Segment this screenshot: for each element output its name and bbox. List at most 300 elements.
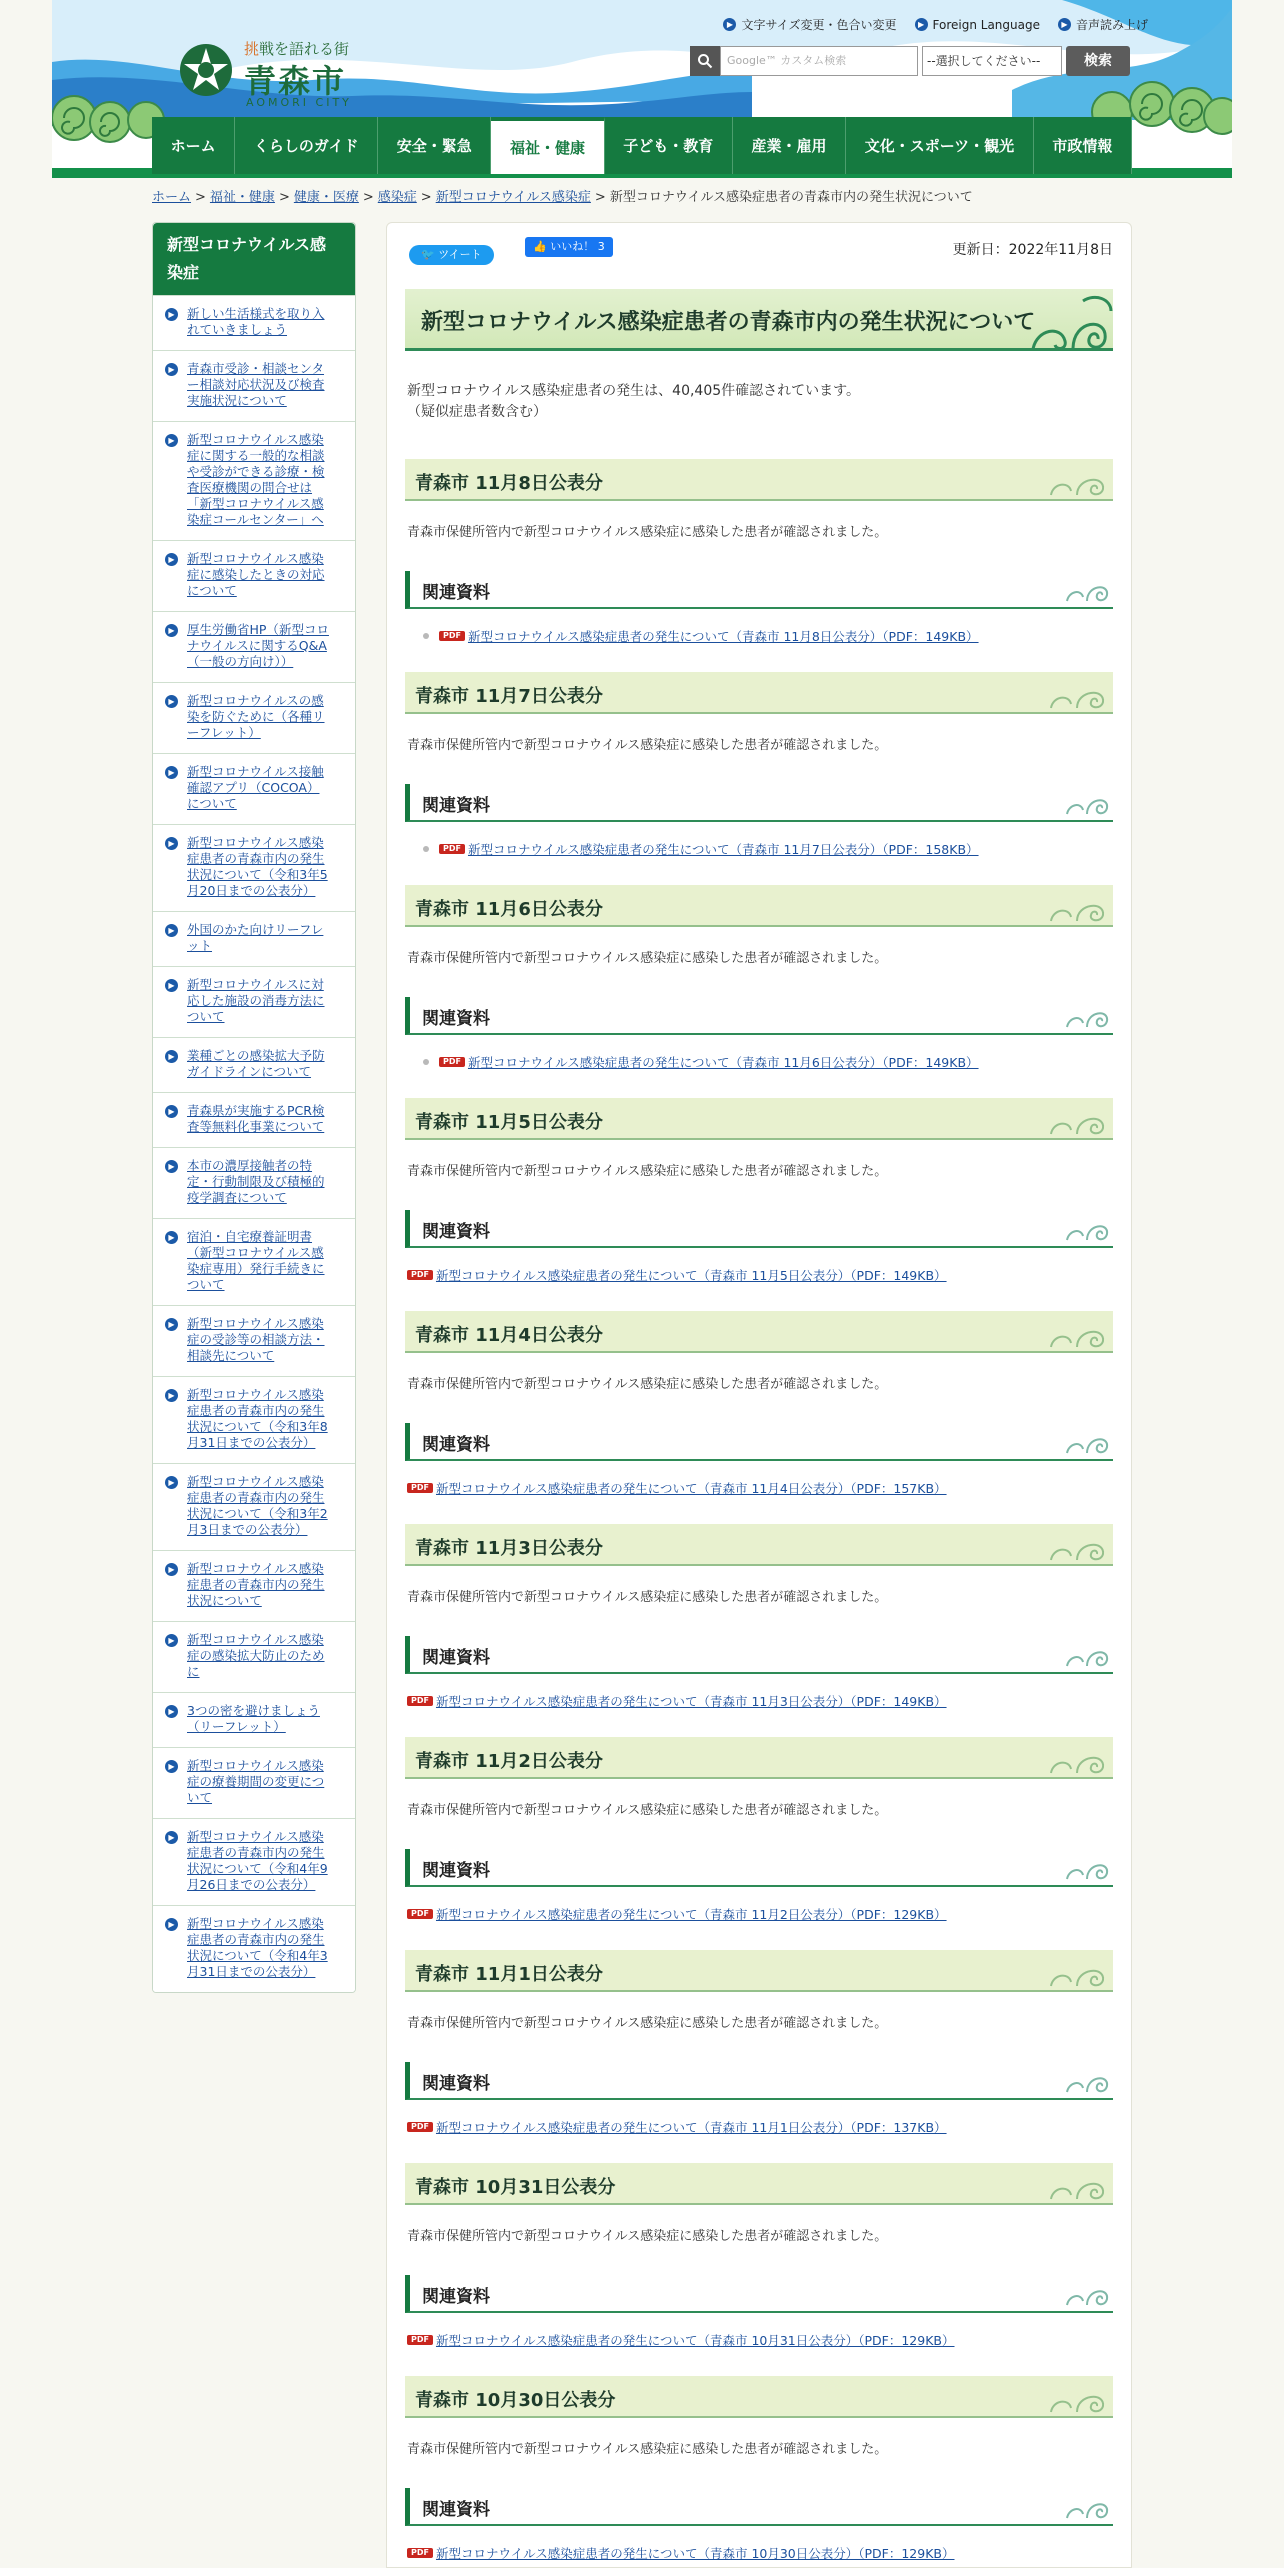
swirl-decoration-icon: [1063, 2490, 1113, 2520]
pdf-link[interactable]: 新型コロナウイルス感染症患者の発生について（青森市 11月5日公表分）（PDF：149KB）: [435, 1268, 947, 1283]
sidebar-item-line: 3つの密を避けましょう: [187, 1703, 320, 1718]
swirl-decoration-icon: [1043, 2380, 1113, 2414]
logo-name: 青森市: [244, 62, 347, 100]
pdf-link[interactable]: 新型コロナウイルス感染症患者の発生について（青森市 11月8日公表分）（PDF：149KB）: [467, 629, 979, 644]
pdf-link[interactable]: 新型コロナウイルス感染症患者の発生について（青森市 11月1日公表分）（PDF：137KB）: [435, 2120, 947, 2135]
arrow-right-icon: ▶: [165, 624, 178, 637]
related-item: [407, 1692, 947, 1710]
sidebar-item-line: 新型コロナウイルスに対: [187, 977, 324, 992]
pdf-icon: PDF: [407, 1909, 433, 1919]
sidebar-item-line: 査等無料化事業について: [187, 1119, 325, 1134]
sidebar-item[interactable]: [153, 295, 355, 350]
sidebar-item[interactable]: [153, 753, 355, 824]
related-item: [423, 627, 979, 645]
nav-item-culture-sports[interactable]: 文化・スポーツ・観光: [846, 117, 1034, 174]
related-header: [405, 784, 1113, 822]
sidebar-item[interactable]: [153, 1092, 355, 1147]
twitter-icon: 🐦: [421, 248, 435, 261]
sidebar-item-line: ついて: [187, 1009, 225, 1024]
section-title: 青森市 11月7日公表分: [415, 686, 603, 707]
announcement-section: [405, 1524, 1113, 1709]
sidebar-item-line: 新型コロナウイルス感染: [187, 1387, 324, 1402]
related-title: 関連資料: [422, 2074, 490, 2094]
sidebar-item-line: 症の受診等の相談方法・: [187, 1332, 325, 1347]
section-header: [405, 672, 1113, 714]
nav-item-home[interactable]: ホーム: [152, 117, 235, 174]
city-emblem-icon: [178, 42, 234, 98]
sidebar-item[interactable]: [153, 1747, 355, 1818]
sidebar-item-line: 状況について（令和4年9: [187, 1861, 328, 1876]
section-body: 青森市保健所管内で新型コロナウイルス感染症に感染した患者が確認されました。: [407, 1164, 888, 1179]
related-header: [405, 1636, 1113, 1674]
page-title: 新型コロナウイルス感染症患者の青森市内の発生状況について: [421, 310, 1036, 335]
sidebar-item-line: 新型コロナウイルス感染: [187, 1916, 324, 1931]
related-header: [405, 1423, 1113, 1461]
arrow-right-icon: ▶: [165, 1318, 178, 1331]
pdf-icon: PDF: [407, 2335, 433, 2345]
sidebar-item-link[interactable]: [187, 1229, 325, 1293]
nav-item-city-info[interactable]: 市政情報: [1034, 117, 1132, 174]
sidebar-item-line: 疫学調査について: [187, 1190, 287, 1205]
related-title: 関連資料: [422, 1648, 490, 1668]
arrow-right-icon: ▶: [165, 553, 178, 566]
arrow-right-icon: ▶: [165, 695, 178, 708]
sidebar-item[interactable]: [153, 350, 355, 421]
logo-tagline: 挑戦を語れる街: [244, 40, 350, 58]
related-title: 関連資料: [422, 2287, 490, 2307]
arrow-right-icon: ▶: [165, 1389, 178, 1402]
related-item: [407, 2331, 955, 2349]
section-body: 青森市保健所管内で新型コロナウイルス感染症に感染した患者が確認されました。: [407, 951, 888, 966]
sidebar-item-line: や受診ができる診療・検: [187, 464, 325, 479]
updated-date: 更新日：2022年11月8日: [952, 242, 1113, 258]
sidebar-item[interactable]: [153, 611, 355, 682]
sidebar-item-link[interactable]: [187, 622, 329, 670]
section-body: 青森市保健所管内で新型コロナウイルス感染症に感染した患者が確認されました。: [407, 2229, 888, 2244]
sidebar-item-line: 状況について（令和3年2: [187, 1506, 328, 1521]
related-item: [407, 2118, 947, 2136]
sidebar-item[interactable]: [153, 1818, 355, 1905]
breadcrumb-welfare[interactable]: 福祉・健康: [209, 190, 275, 205]
swirl-decoration-icon: [1063, 573, 1113, 603]
arrow-right-icon: ▶: [165, 1050, 178, 1063]
sidebar-item-line: 査医療機関の問合せは: [187, 480, 313, 495]
swirl-decoration-icon: [1063, 786, 1113, 816]
section-body: 青森市保健所管内で新型コロナウイルス感染症に感染した患者が確認されました。: [407, 2016, 888, 2031]
logo-subtitle: AOMORI CITY: [246, 96, 352, 109]
arrow-right-icon: ▶: [165, 1634, 178, 1647]
nav-item-safety[interactable]: 安全・緊急: [378, 117, 491, 174]
sidebar-item-line: 月20日までの公表分）: [187, 883, 316, 898]
pdf-link[interactable]: 新型コロナウイルス感染症患者の発生について（青森市 11月3日公表分）（PDF：149KB）: [435, 1694, 947, 1709]
announcement-section: [405, 2163, 1113, 2348]
sidebar-item-link[interactable]: [187, 1758, 324, 1806]
sidebar-item-line: 確認アプリ（COCOA）: [187, 780, 320, 795]
pdf-icon: PDF: [407, 1483, 433, 1493]
section-body: 青森市保健所管内で新型コロナウイルス感染症に感染した患者が確認されました。: [407, 1590, 888, 1605]
sidebar-item[interactable]: [153, 1037, 355, 1092]
related-title: 関連資料: [422, 1009, 490, 1029]
swirl-decoration-icon: [1063, 2064, 1113, 2094]
sidebar-item-line: について: [187, 583, 237, 598]
arrow-right-icon: ▶: [165, 1476, 178, 1489]
sidebar-item-link[interactable]: [187, 764, 324, 812]
sidebar-item-line: 染症専用）発行手続きに: [187, 1261, 325, 1276]
sidebar-item-link[interactable]: [187, 693, 325, 741]
sidebar-item-line: について: [187, 796, 237, 811]
related-title: 関連資料: [422, 1222, 490, 1242]
sidebar: [152, 222, 356, 1993]
section-title: 青森市 11月4日公表分: [415, 1325, 603, 1346]
related-header: [405, 2275, 1113, 2313]
utility-links: [723, 16, 1148, 33]
sidebar-item-line: ーフレット）: [187, 725, 261, 740]
search-input[interactable]: Google™ カスタム検索: [720, 46, 918, 76]
sidebar-item-line: 新型コロナウイルス感染: [187, 1316, 324, 1331]
intro-line-2: （疑似症患者数含む）: [407, 404, 547, 420]
sidebar-item-link[interactable]: [187, 1048, 325, 1080]
sidebar-item-link[interactable]: [187, 1916, 328, 1980]
arrow-right-icon: ▶: [165, 434, 178, 447]
swirl-decoration-icon: [1043, 1102, 1113, 1136]
sidebar-item[interactable]: [153, 1218, 355, 1305]
arrow-right-icon: ▶: [165, 1705, 178, 1718]
swirl-decoration-icon: [1043, 1528, 1113, 1562]
section-title: 青森市 11月8日公表分: [415, 473, 603, 494]
arrow-right-icon: ▶: [1058, 18, 1071, 31]
sidebar-item[interactable]: [153, 1147, 355, 1218]
sidebar-item-line: 月3日までの公表分）: [187, 1522, 308, 1537]
section-header: [405, 1737, 1113, 1779]
breadcrumb-infectious[interactable]: 感染症: [377, 190, 417, 205]
sidebar-item[interactable]: [153, 966, 355, 1037]
swirl-decoration-icon: [1043, 676, 1113, 710]
voice-reading-link[interactable]: ▶ 音声読み上げ: [1058, 16, 1148, 33]
sidebar-item[interactable]: [153, 1692, 355, 1747]
sidebar-item-link[interactable]: [187, 1387, 328, 1451]
breadcrumb-covid[interactable]: 新型コロナウイルス感染症: [435, 190, 591, 205]
pdf-link[interactable]: 新型コロナウイルス感染症患者の発生について（青森市 11月6日公表分）（PDF：149KB）: [467, 1055, 979, 1070]
sidebar-item-link[interactable]: [187, 1561, 325, 1609]
pdf-link[interactable]: 新型コロナウイルス感染症患者の発生について（青森市 10月30日公表分）（PDF：129KB）: [435, 2546, 955, 2561]
pdf-icon: PDF: [439, 1057, 465, 1067]
search-icon: [690, 46, 720, 76]
like-button[interactable]: 👍 いいね！ 3: [525, 237, 613, 257]
sidebar-item-line: 相談先について: [187, 1348, 275, 1363]
sidebar-item-line: ガイドラインについて: [187, 1064, 312, 1079]
search-bar: [690, 46, 1130, 76]
related-header: [405, 571, 1113, 609]
sidebar-item-line: 状況について（令和3年8: [187, 1419, 328, 1434]
announcement-section: [405, 885, 1113, 1070]
swirl-decoration-icon: [1043, 463, 1113, 497]
section-header: [405, 1098, 1113, 1140]
sidebar-item-line: 外国のかた向けリーフレ: [187, 922, 324, 937]
sidebar-item-line: 厚生労働省HP（新型コロ: [187, 622, 329, 637]
sidebar-item-line: 症患者の青森市内の発生: [187, 1403, 325, 1418]
sidebar-item-line: ット: [187, 938, 213, 953]
related-item: [407, 1266, 947, 1284]
announcement-section: [405, 1737, 1113, 1922]
intro-line-1: 新型コロナウイルス感染症患者の発生は、40,405件確認されています。: [407, 383, 861, 399]
arrow-right-icon: ▶: [165, 1105, 178, 1118]
thumbs-up-icon: 👍: [533, 240, 547, 253]
sidebar-item-line: 染症コールセンター」へ: [187, 512, 324, 527]
swirl-decoration-icon: [1063, 999, 1113, 1029]
breadcrumb-current: 新型コロナウイルス感染症患者の青森市内の発生状況について: [609, 190, 973, 205]
sidebar-item-line: ー相談対応状況及び検査: [187, 377, 325, 392]
nav-item-children-education[interactable]: 子ども・教育: [605, 117, 733, 174]
sidebar-item-line: 状況について（令和3年5: [187, 867, 328, 882]
section-title: 青森市 11月3日公表分: [415, 1538, 603, 1559]
sidebar-item-line: 症患者の青森市内の発生: [187, 851, 325, 866]
announcement-section: [405, 1311, 1113, 1496]
bullet-icon: [423, 846, 429, 852]
swirl-decoration-icon: [1043, 889, 1113, 923]
sidebar-item-line: 症の療養期間の変更につ: [187, 1774, 325, 1789]
sidebar-item-line: いて: [187, 1790, 213, 1805]
related-title: 関連資料: [422, 1861, 490, 1881]
section-body: 青森市保健所管内で新型コロナウイルス感染症に感染した患者が確認されました。: [407, 525, 888, 540]
swirl-decoration-icon: [1013, 289, 1113, 351]
pdf-icon: PDF: [407, 2548, 433, 2558]
sidebar-item-line: 症患者の青森市内の発生: [187, 1577, 325, 1592]
section-body: 青森市保健所管内で新型コロナウイルス感染症に感染した患者が確認されました。: [407, 738, 888, 753]
section-header: [405, 885, 1113, 927]
sidebar-item-line: 月31日までの公表分）: [187, 1964, 316, 1979]
related-header: [405, 2062, 1113, 2100]
main-content: [386, 222, 1132, 2568]
sidebar-item[interactable]: [153, 824, 355, 911]
sidebar-item[interactable]: [153, 1905, 355, 1992]
section-body: 青森市保健所管内で新型コロナウイルス感染症に感染した患者が確認されました。: [407, 1377, 888, 1392]
sidebar-item[interactable]: [153, 1550, 355, 1621]
nav-item-welfare-health[interactable]: 福祉・健康: [491, 117, 604, 174]
pdf-icon: PDF: [407, 2122, 433, 2132]
sidebar-item-line: 症患者の青森市内の発生: [187, 1490, 325, 1505]
sidebar-item-link[interactable]: [187, 1316, 325, 1364]
sidebar-item-link[interactable]: [187, 835, 328, 899]
arrow-right-icon: ▶: [723, 18, 736, 31]
sidebar-item-line: （一般の方向け））: [187, 654, 294, 669]
sidebar-item[interactable]: [153, 911, 355, 966]
text-size-link[interactable]: ▶ 文字サイズ変更・色合い変更: [723, 16, 896, 33]
sidebar-item-line: 月31日までの公表分）: [187, 1435, 316, 1450]
breadcrumb-home[interactable]: ホーム: [152, 190, 192, 205]
related-header: [405, 997, 1113, 1035]
related-header: [405, 2488, 1113, 2526]
related-item: [423, 840, 979, 858]
section-body: 青森市保健所管内で新型コロナウイルス感染症に感染した患者が確認されました。: [407, 1803, 888, 1818]
sidebar-item-link[interactable]: [187, 1103, 324, 1135]
sidebar-item-line: 新型コロナウイルス感染: [187, 835, 324, 850]
arrow-right-icon: ▶: [165, 1831, 178, 1844]
sidebar-item-line: れていきましょう: [187, 322, 288, 337]
sidebar-item-line: ついて: [187, 1277, 225, 1292]
section-header: [405, 1950, 1113, 1992]
pdf-link[interactable]: 新型コロナウイルス感染症患者の発生について（青森市 11月7日公表分）（PDF：158KB）: [467, 842, 979, 857]
sidebar-item-line: 症患者の青森市内の発生: [187, 1932, 325, 1947]
sidebar-item-link[interactable]: [187, 551, 325, 599]
section-header: [405, 1311, 1113, 1353]
section-title: 青森市 11月2日公表分: [415, 1751, 603, 1772]
sidebar-item-line: 新型コロナウイルスの感: [187, 693, 324, 708]
pdf-icon: PDF: [439, 631, 465, 641]
section-title: 青森市 10月30日公表分: [415, 2390, 616, 2411]
arrow-right-icon: ▶: [165, 1918, 178, 1931]
swirl-decoration-icon: [1043, 1315, 1113, 1349]
sidebar-item-line: 症に感染したときの対応: [187, 567, 325, 582]
arrow-right-icon: ▶: [915, 18, 928, 31]
arrow-right-icon: ▶: [165, 1231, 178, 1244]
arrow-right-icon: ▶: [165, 1760, 178, 1773]
pdf-link[interactable]: 新型コロナウイルス感染症患者の発生について（青森市 11月2日公表分）（PDF：129KB）: [435, 1907, 947, 1922]
sidebar-item-line: 「新型コロナウイルス感: [187, 496, 324, 511]
related-header: [405, 1849, 1113, 1887]
sidebar-item-line: 新型コロナウイルス感染: [187, 1561, 324, 1576]
pdf-link[interactable]: 新型コロナウイルス感染症患者の発生について（青森市 11月4日公表分）（PDF：157KB）: [435, 1481, 947, 1496]
arrow-right-icon: ▶: [165, 363, 178, 376]
arrow-right-icon: ▶: [165, 1563, 178, 1576]
sidebar-item-line: 本市の濃厚接触者の特: [187, 1158, 313, 1173]
swirl-decoration-icon: [1043, 2167, 1113, 2201]
sidebar-item-line: 状況について（令和4年3: [187, 1948, 328, 1963]
sidebar-item-line: 業種ごとの感染拡大予防: [187, 1048, 325, 1063]
sidebar-item-link[interactable]: [187, 1158, 325, 1206]
breadcrumb-health[interactable]: 健康・医療: [293, 190, 359, 205]
pdf-link[interactable]: 新型コロナウイルス感染症患者の発生について（青森市 10月31日公表分）（PDF：129KB）: [435, 2333, 955, 2348]
sidebar-item-line: 応した施設の消毒方法に: [187, 993, 325, 1008]
sidebar-item-link[interactable]: [187, 1474, 328, 1538]
sidebar-item-line: 新しい生活様式を取り入: [187, 306, 325, 321]
related-title: 関連資料: [422, 2500, 490, 2520]
sidebar-item-line: 症に関する一般的な相談: [187, 448, 325, 463]
global-nav: [152, 117, 1132, 174]
intro-text: [407, 381, 860, 423]
sidebar-title[interactable]: 新型コロナウイルス感染症: [153, 223, 355, 295]
swirl-decoration-icon: [1063, 1638, 1113, 1668]
sidebar-item-line: 定・行動制限及び積極的: [187, 1174, 325, 1189]
sidebar-item-line: 宿泊・自宅療養証明書: [187, 1229, 313, 1244]
sidebar-item[interactable]: [153, 682, 355, 753]
sidebar-item-line: 新型コロナウイルス感染: [187, 551, 324, 566]
sidebar-item[interactable]: [153, 1376, 355, 1463]
announcement-section: [405, 1098, 1113, 1283]
swirl-decoration-icon: [1043, 1741, 1113, 1775]
sidebar-item-line: 青森県が実施するPCR検: [187, 1103, 325, 1118]
sidebar-item-line: 新型コロナウイルス感染: [187, 432, 324, 447]
section-header: [405, 459, 1113, 501]
sidebar-item-line: 新型コロナウイルス接触: [187, 764, 324, 779]
sidebar-item[interactable]: [153, 1621, 355, 1692]
sidebar-item-link[interactable]: [187, 1703, 320, 1735]
sidebar-item-line: ナウイルスに関するQ&A: [187, 638, 327, 653]
swirl-decoration-icon: [1063, 2277, 1113, 2307]
sidebar-item-link[interactable]: [187, 977, 325, 1025]
sidebar-item-line: （リーフレット）: [187, 1719, 286, 1734]
announcement-section: [405, 459, 1113, 644]
sidebar-item-link[interactable]: [187, 361, 325, 409]
announcement-section: [405, 672, 1113, 857]
announcement-section: [405, 1950, 1113, 2135]
site-logo[interactable]: [178, 36, 358, 109]
sidebar-item-link[interactable]: [187, 922, 323, 954]
section-header: [405, 2376, 1113, 2418]
sidebar-item[interactable]: [153, 1305, 355, 1376]
nav-item-living-guide[interactable]: くらしのガイド: [235, 117, 378, 174]
sidebar-item-link[interactable]: [187, 1829, 328, 1893]
sidebar-item-line: 新型コロナウイルス感染: [187, 1474, 324, 1489]
sidebar-item-line: 新型コロナウイルス感染: [187, 1758, 324, 1773]
section-title: 青森市 11月6日公表分: [415, 899, 603, 920]
arrow-right-icon: ▶: [165, 924, 178, 937]
sidebar-item-line: 染を防ぐために（各種リ: [187, 709, 325, 724]
related-item: [407, 1905, 947, 1923]
sidebar-item-line: 新型コロナウイルス感染: [187, 1632, 324, 1647]
page-title-box: [405, 289, 1113, 351]
swirl-decoration-icon: [1043, 1954, 1113, 1988]
pdf-icon: PDF: [439, 844, 465, 854]
sidebar-item-line: 症患者の青森市内の発生: [187, 1845, 325, 1860]
sidebar-item-line: 実施状況について: [187, 393, 287, 408]
related-header: [405, 1210, 1113, 1248]
related-item: [407, 2544, 955, 2562]
sidebar-item-link[interactable]: [187, 1632, 325, 1680]
swirl-decoration-icon: [1063, 1851, 1113, 1881]
bullet-icon: [423, 633, 429, 639]
sidebar-item-line: に: [187, 1664, 200, 1679]
arrow-right-icon: ▶: [165, 308, 178, 321]
sidebar-item[interactable]: [153, 1463, 355, 1550]
sidebar-item-line: 症の感染拡大防止のため: [187, 1648, 325, 1663]
sidebar-item[interactable]: [153, 421, 355, 540]
sidebar-item[interactable]: [153, 540, 355, 611]
pdf-icon: PDF: [407, 1696, 433, 1706]
related-title: 関連資料: [422, 1435, 490, 1455]
arrow-right-icon: ▶: [165, 979, 178, 992]
swirl-decoration-icon: [1063, 1212, 1113, 1242]
bullet-icon: [423, 1059, 429, 1065]
sidebar-item-line: 新型コロナウイルス感染: [187, 1829, 324, 1844]
search-button[interactable]: 検索: [1066, 46, 1130, 76]
related-title: 関連資料: [422, 796, 490, 816]
foreign-language-link[interactable]: ▶ Foreign Language: [915, 16, 1040, 33]
section-header: [405, 2163, 1113, 2205]
related-title: 関連資料: [422, 583, 490, 603]
sidebar-item-line: 月26日までの公表分）: [187, 1877, 316, 1892]
related-item: [407, 1479, 947, 1497]
sidebar-item-line: 青森市受診・相談センタ: [187, 361, 325, 376]
section-title: 青森市 11月5日公表分: [415, 1112, 603, 1133]
related-item: [423, 1053, 979, 1071]
search-scope-select[interactable]: --選択してください--: [922, 46, 1062, 76]
section-header: [405, 1524, 1113, 1566]
sidebar-list: [153, 295, 355, 1992]
section-title: 青森市 10月31日公表分: [415, 2177, 616, 2198]
sidebar-item-line: 状況について: [187, 1593, 262, 1608]
nav-item-industry[interactable]: 産業・雇用: [733, 117, 846, 174]
sidebar-item-line: （新型コロナウイルス感: [187, 1245, 324, 1260]
pdf-icon: PDF: [407, 1270, 433, 1280]
sidebar-item-link[interactable]: [187, 432, 325, 528]
tweet-button[interactable]: 🐦 ツイート: [409, 245, 494, 265]
swirl-decoration-icon: [1063, 1425, 1113, 1455]
arrow-right-icon: ▶: [165, 1160, 178, 1173]
section-title: 青森市 11月1日公表分: [415, 1964, 603, 1985]
announcement-section: [405, 2376, 1113, 2561]
breadcrumb: ホーム > 福祉・健康 > 健康・医療 > 感染症 > 新型コロナウイルス感染症 > 新型コロナウイルス感染症患者の青森市内の発生状況について: [152, 190, 973, 205]
sidebar-item-link[interactable]: [187, 306, 325, 338]
